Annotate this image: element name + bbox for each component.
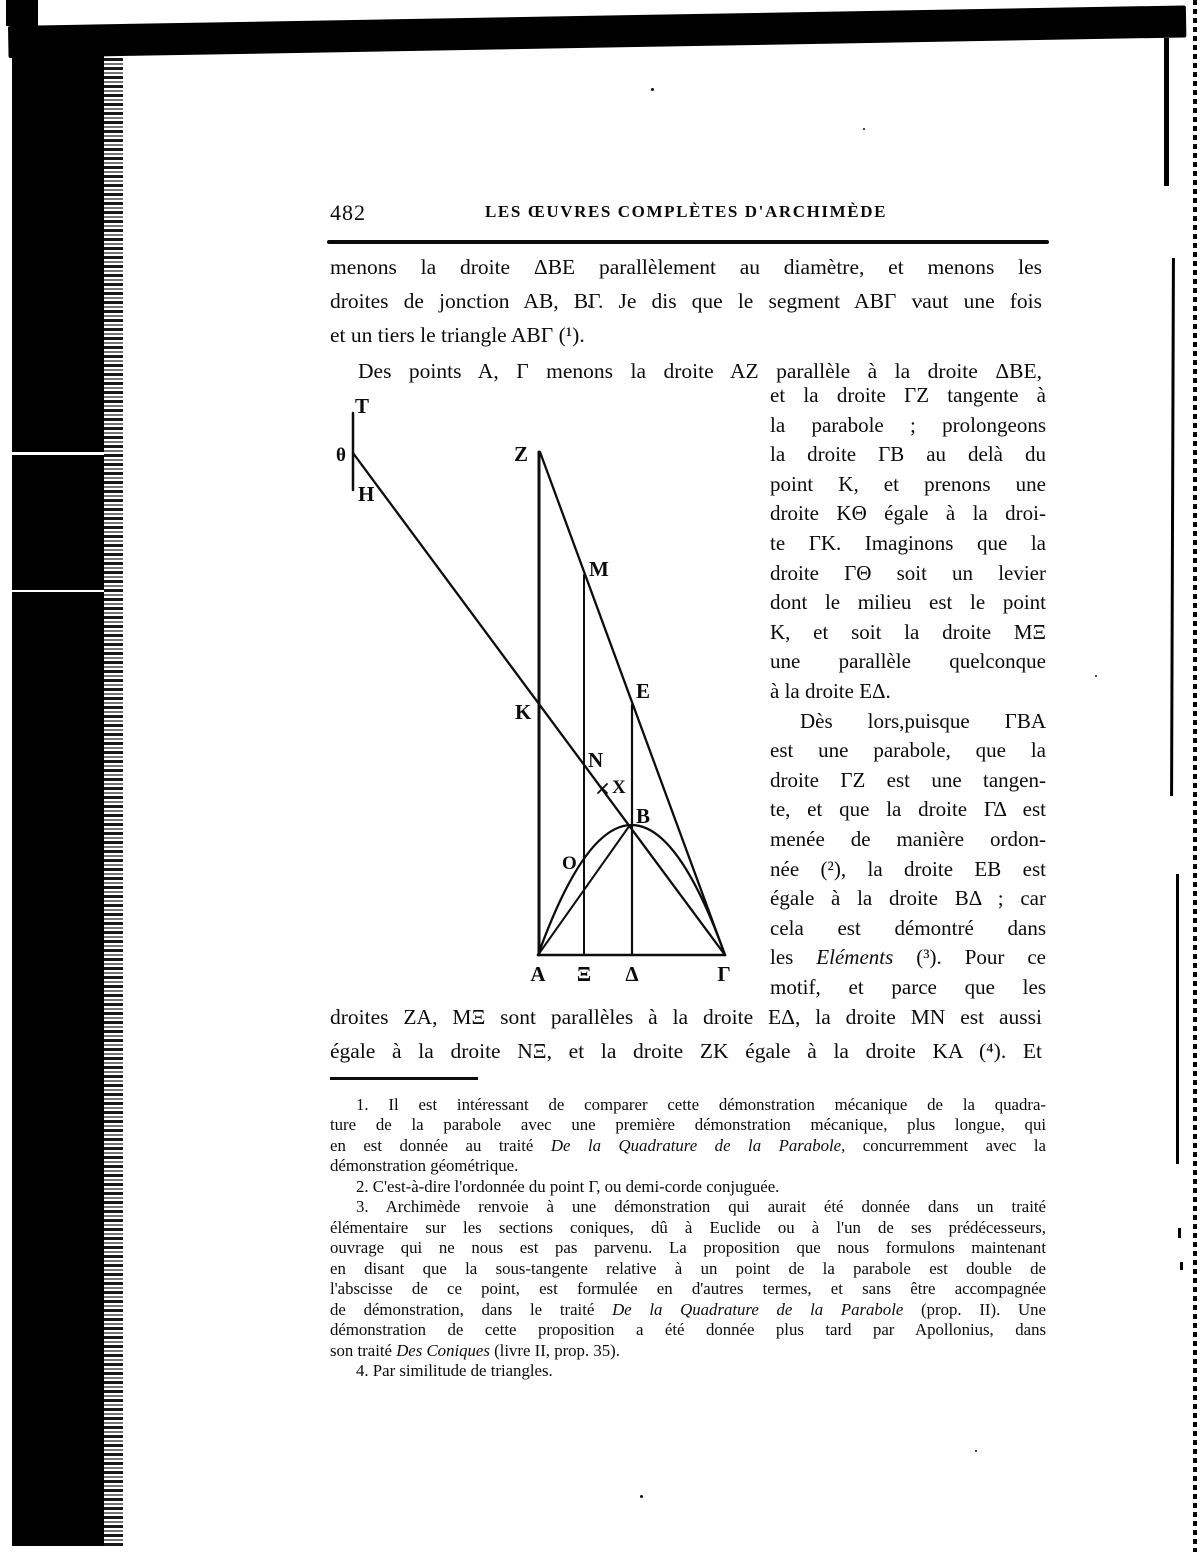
- figure-label-theta: θ: [336, 445, 346, 466]
- footnote-line: l'abscisse de ce point, est formulée en d'autres termes, et sans être accompagnée: [330, 1279, 1046, 1298]
- page-number: 482: [330, 200, 366, 225]
- figure-label-M: M: [589, 557, 609, 581]
- column-line: droite ΓZ est une tangen-: [770, 768, 1046, 792]
- column-line: motif, et parce que les: [770, 975, 1046, 999]
- column-line: [770, 943, 1046, 971]
- figure-label-B: B: [636, 804, 651, 828]
- book-title-italic: Eléments: [816, 945, 894, 969]
- footnote-line: [330, 1341, 1046, 1361]
- point-x-mark: [598, 784, 607, 793]
- geometry-figure: [330, 395, 760, 995]
- footnote-text: en est donnée au traité: [330, 1136, 551, 1155]
- figure-label-N: N: [588, 748, 604, 772]
- figure-label-Z: Z: [514, 442, 529, 466]
- figure-label-Gamma: Γ: [717, 962, 731, 986]
- column-line: droite ΓΘ soit un levier: [770, 561, 1046, 585]
- footnote-line: [330, 1136, 1046, 1156]
- footnote-line: ouvrage qui ne nous est pas parvenu. La proposition que nous formulons maintenant: [330, 1238, 1046, 1257]
- footnote-rule: [330, 1077, 478, 1080]
- scan-dash: [1180, 1262, 1183, 1270]
- footnote-line: démonstration de cette proposition a été donnée plus tard par Apollonius, dans: [330, 1320, 1046, 1339]
- scan-right-edge-line: [1164, 38, 1169, 186]
- figure-label-E: E: [636, 679, 651, 703]
- footnote-text: (prop. II). Une: [903, 1300, 1046, 1319]
- footnote-line: démonstration géométrique.: [330, 1156, 519, 1175]
- column-line: une parallèle quelconque: [770, 649, 1046, 673]
- header-rule: [327, 240, 1049, 244]
- footnote-line: [330, 1300, 1046, 1320]
- body-line: droites ZA, MΞ sont parallèles à la droite EΔ, la droite MN est aussi: [330, 1005, 1042, 1029]
- scan-top-bar: [8, 5, 1186, 58]
- figure-label-X: X: [612, 777, 626, 798]
- footnote-line: 2. C'est-à-dire l'ordonnée du point Γ, ou demi-corde conjuguée.: [356, 1177, 780, 1196]
- column-line: dont le milieu est le point: [770, 590, 1046, 614]
- scan-speck: [863, 128, 865, 130]
- body-line: droites de jonction AB, BΓ. Je dis que le segment ABΓ vaut une fois: [330, 289, 1042, 313]
- column-line: Dès lors,puisque ΓBA: [800, 709, 1046, 733]
- scan-crack: [12, 590, 104, 592]
- footnote-line: ture de la parabole avec une première démonstration mécanique, plus longue, qui: [330, 1115, 1046, 1134]
- scan-speck: [1095, 675, 1097, 677]
- scan-speck: [651, 88, 654, 91]
- footnote-text: (livre II, prop. 35).: [489, 1341, 620, 1360]
- body-line: égale à la droite NΞ, et la droite ZK égale à la droite KA (⁴). Et: [330, 1039, 1042, 1063]
- scan-right-edge-line: [1176, 874, 1179, 1164]
- running-header-title: LES ŒUVRES COMPLÈTES D'ARCHIMÈDE: [484, 202, 888, 221]
- column-line-text: (³). Pour ce: [893, 945, 1046, 969]
- scan-left-binding-band: [12, 30, 104, 1546]
- footnote-line: 3. Archimède renvoie à une démonstration qui aurait été donnée dans un traité: [356, 1197, 1046, 1216]
- scan-speck: [975, 1450, 977, 1452]
- book-title-italic: De la Quadrature de la Parabole: [612, 1300, 904, 1319]
- column-line: K, et soit la droite MΞ: [770, 620, 1046, 644]
- figure-label-Xi: Ξ: [576, 962, 592, 986]
- figure-label-H: H: [358, 482, 375, 506]
- column-line: te ΓK. Imaginons que la: [770, 531, 1046, 555]
- column-line: te, et que la droite ΓΔ est: [770, 797, 1046, 821]
- footnote-text: concurremment avec la: [845, 1136, 1046, 1155]
- column-line: droite KΘ égale à la droi-: [770, 501, 1046, 525]
- footnote-line: en disant que la sous-tangente relative à un point de la parabole est double de: [330, 1259, 1046, 1278]
- column-line: point K, et prenons une: [770, 472, 1046, 496]
- footnote-line: 4. Par similitude de triangles.: [356, 1361, 553, 1380]
- body-line: menons la droite ΔBE parallèlement au diamètre, et menons les: [330, 255, 1042, 279]
- figure-label-K: K: [515, 700, 532, 724]
- scan-corner-mark: [6, 0, 38, 26]
- figure-label-T: T: [354, 395, 370, 418]
- column-line: cela est démontré dans: [770, 916, 1046, 940]
- column-line: la parabole ; prolongeons: [770, 413, 1046, 437]
- scan-right-edge-line: [1170, 258, 1175, 796]
- column-line: née (²), la droite EB est: [770, 857, 1046, 881]
- scan-dash: [1178, 1228, 1181, 1238]
- book-title-italic: De la Quadrature de la Parabole,: [550, 1136, 846, 1155]
- column-line: égale à la droite BΔ ; car: [770, 886, 1046, 910]
- footnote-text: de démonstration, dans le traité: [330, 1300, 613, 1319]
- column-line-text: les: [770, 945, 817, 969]
- column-line: la droite ΓB au delà du: [770, 442, 1046, 466]
- column-line: et la droite ΓZ tangente à: [770, 383, 1046, 407]
- figure-label-A: A: [530, 962, 546, 986]
- scan-speck: [640, 1495, 643, 1498]
- scan-right-dotted-edge: [1193, 0, 1197, 1552]
- column-line: menée de manière ordon-: [770, 827, 1046, 851]
- book-title-italic: Des Coniques: [396, 1341, 490, 1360]
- scan-binding-texture: [104, 30, 123, 1546]
- column-line: à la droite EΔ.: [770, 679, 891, 703]
- figure-label-Delta: Δ: [625, 962, 639, 986]
- body-line: et un tiers le triangle ABΓ (¹).: [330, 323, 585, 347]
- body-line: Des points A, Γ menons la droite AZ parallèle à la droite ΔBE,: [358, 359, 1042, 383]
- footnote-line: 1. Il est intéressant de comparer cette démonstration mécanique de la quadra-: [356, 1095, 1046, 1114]
- figure-label-O: O: [562, 853, 577, 874]
- scan-crack: [12, 452, 104, 455]
- footnote-line: élémentaire sur les sections coniques, dû à Euclide ou à l'un de ses prédécesseurs,: [330, 1218, 1046, 1237]
- column-line: est une parabole, que la: [770, 738, 1046, 762]
- footnote-text: son traité: [330, 1341, 397, 1360]
